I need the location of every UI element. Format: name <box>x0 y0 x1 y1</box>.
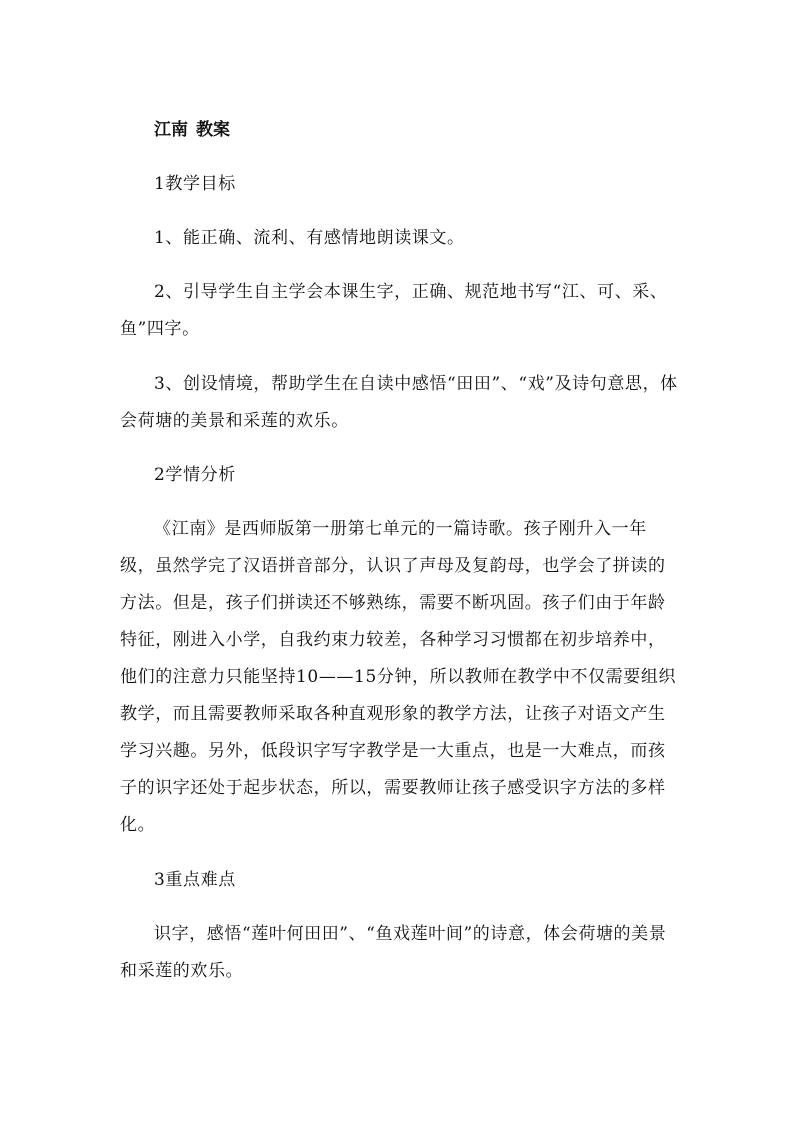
section-heading-key-points: 3重点难点 <box>154 870 236 890</box>
title-main: 江南 <box>154 120 188 140</box>
title-sub: 教案 <box>196 120 230 140</box>
learner-analysis-paragraph: 《江南》是西师版第一册第七单元的一篇诗歌。孩子刚升入一年级，虽然学完了汉语拼音部分，认识了声母及复韵母，也学会了拼读的方法。但是，孩子们拼读还不够熟练，需要不断巩固。孩子们由于年龄特征，刚进入小学，自我约束力较差，各种学习习惯都在初步培养中，他们的注意力只能坚持10——15分钟，所以教师在教学中不仅需要组织教学，而且需要教师采取各种直观形象的教学方法，让孩子对语文产生学习兴趣。另外，低段识字写字教学是一大重点，也是一大难点，而孩子的识字还处于起步状态，所以，需要教师让孩子感受识字方法的多样化。 <box>120 519 677 835</box>
section-heading-teaching-goals: 1教学目标 <box>154 174 236 194</box>
document-body <box>120 112 678 990</box>
section-heading-learner-analysis: 2学情分析 <box>154 465 236 485</box>
goal-item-2: 2、引导学生自主学会本课生字，正确、规范地书写“江、可、采、鱼”四字。 <box>120 282 668 339</box>
goal-item-3: 3、创设情境，帮助学生在自读中感悟“田田”、“戏”及诗句意思，体会荷塘的美景和采莲的欢乐。 <box>120 374 678 431</box>
goal-item-1: 1、能正确、流利、有感情地朗读课文。 <box>154 228 465 248</box>
key-points-paragraph: 识字，感悟“莲叶何田田”、“鱼戏莲叶间”的诗意，体会荷塘的美景和采莲的欢乐。 <box>120 924 667 981</box>
document-title <box>120 112 678 149</box>
